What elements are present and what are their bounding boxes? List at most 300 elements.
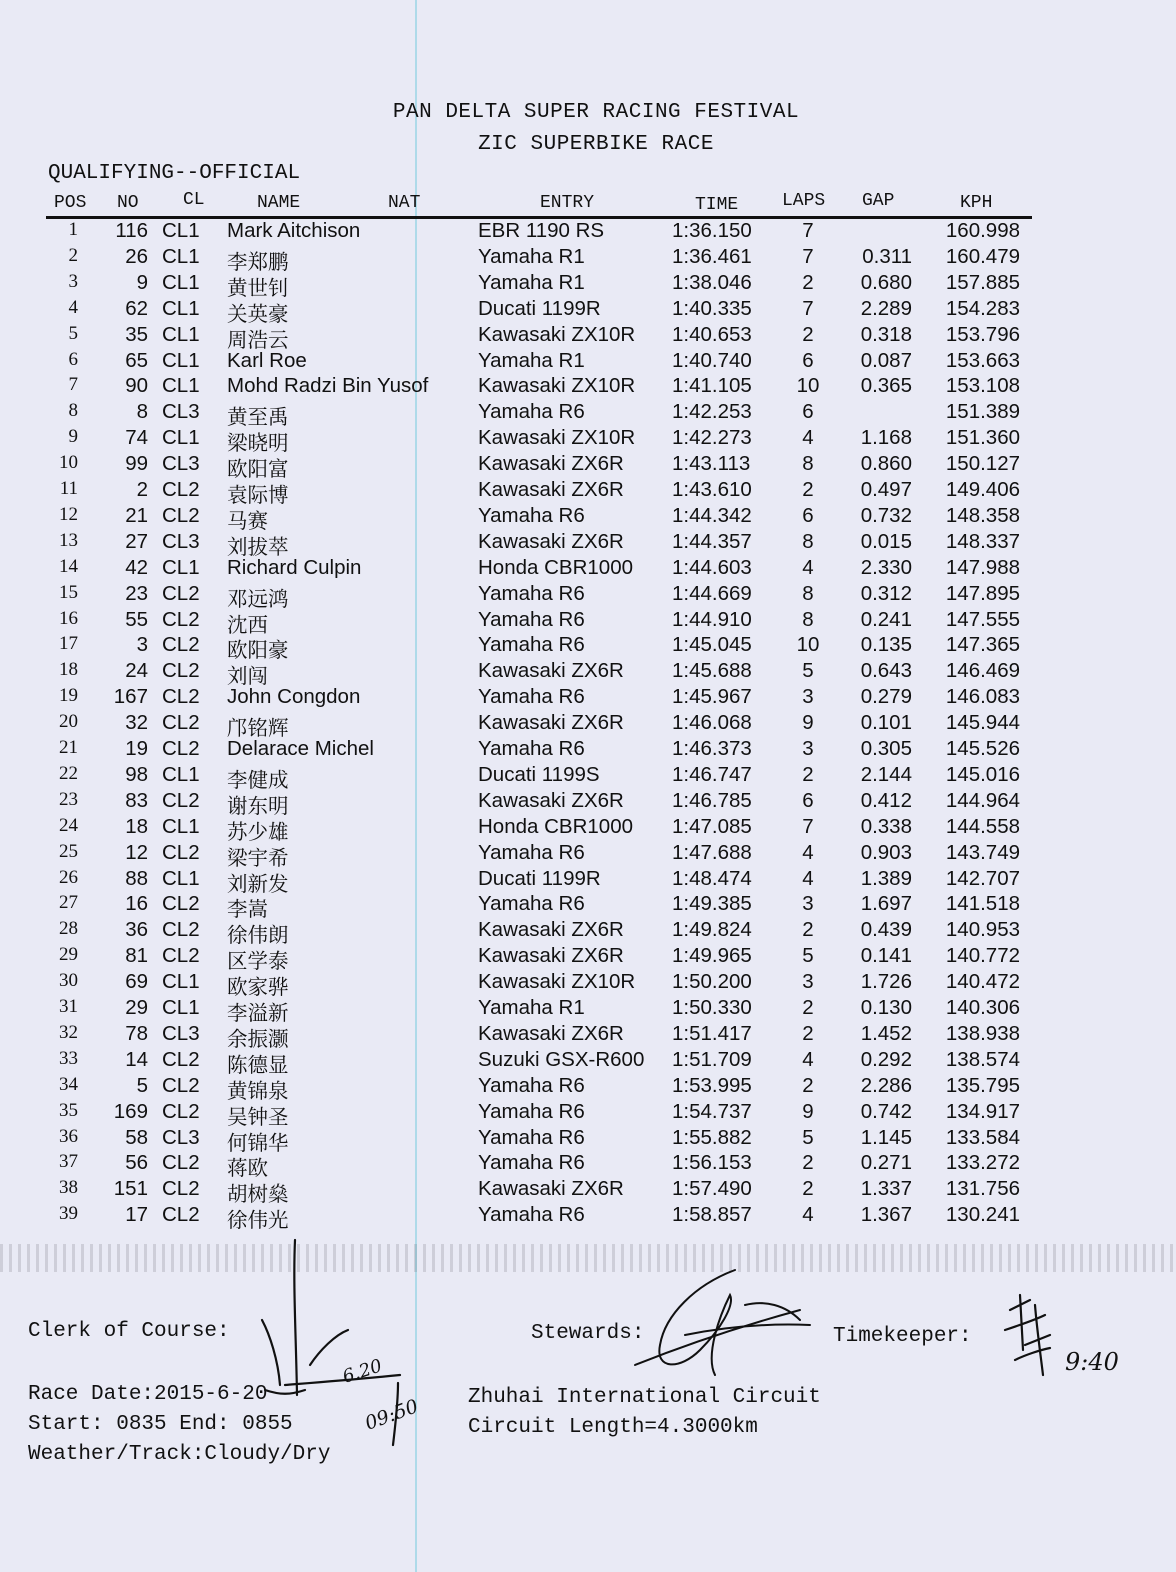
cell-pos: 19 <box>59 685 78 707</box>
cell-entry: Yamaha R6 <box>478 400 585 424</box>
cell-entry: Yamaha R6 <box>478 581 585 605</box>
cell-gap: 0.643 <box>860 659 912 683</box>
cell-gap: 0.311 <box>862 244 912 268</box>
cell-no: 19 <box>125 737 148 760</box>
cell-no: 27 <box>125 529 148 553</box>
cell-pos: 8 <box>68 400 78 422</box>
table-row <box>0 814 1176 844</box>
cell-time: 1:45.045 <box>672 633 752 657</box>
cell-name: 欧阳富 <box>227 458 289 482</box>
cell-gap: 1.367 <box>860 1203 912 1227</box>
cell-kph: 144.558 <box>945 814 1020 838</box>
cell-laps: 3 <box>802 892 814 916</box>
cell-cl: CL2 <box>162 711 200 735</box>
cell-pos: 2 <box>68 244 78 266</box>
cell-laps: 6 <box>802 348 814 372</box>
cell-name: 胡树燊 <box>227 1183 289 1207</box>
cell-time: 1:42.253 <box>672 400 752 424</box>
table-row <box>0 426 1176 456</box>
table-row <box>0 503 1176 533</box>
table-row <box>0 1021 1176 1051</box>
cell-no: 99 <box>125 452 148 476</box>
table-row <box>0 478 1176 507</box>
cell-entry: Kawasaki ZX6R <box>478 711 624 735</box>
cell-laps: 2 <box>802 762 814 786</box>
cell-pos: 13 <box>59 529 78 551</box>
cell-entry: Ducati 1199S <box>478 762 600 786</box>
header-laps: LAPS <box>782 191 826 211</box>
cell-kph: 154.283 <box>945 296 1020 320</box>
cell-name: 谢东明 <box>227 794 289 818</box>
race-date: Race Date:2015-6-20 <box>28 1383 268 1406</box>
cell-gap: 2.330 <box>860 555 912 579</box>
timekeeper-label: Timekeeper: <box>833 1325 972 1348</box>
cell-cl: CL2 <box>162 1203 200 1227</box>
cell-time: 1:55.882 <box>672 1125 752 1149</box>
cell-laps: 5 <box>802 1125 814 1149</box>
cell-name: 沈西 <box>227 613 268 637</box>
cell-gap: 0.312 <box>860 581 912 605</box>
cell-entry: Ducati 1199R <box>478 866 601 890</box>
cell-laps: 4 <box>802 1047 814 1071</box>
cell-no: 83 <box>125 788 148 812</box>
cell-name: 马赛 <box>227 509 268 533</box>
cell-cl: CL3 <box>162 1125 200 1149</box>
cell-kph: 130.241 <box>945 1203 1020 1227</box>
cell-gap: 0.241 <box>860 607 912 631</box>
cell-name: 李健成 <box>227 768 289 792</box>
table-row <box>0 1047 1176 1077</box>
cell-no: 18 <box>125 814 148 838</box>
cell-laps: 7 <box>802 219 814 242</box>
cell-gap: 0.412 <box>860 788 912 812</box>
cell-laps: 3 <box>802 737 814 760</box>
cell-laps: 2 <box>802 322 814 346</box>
cell-no: 56 <box>125 1151 148 1175</box>
cell-no: 23 <box>125 581 148 605</box>
cell-pos: 23 <box>59 788 78 810</box>
cell-time: 1:58.857 <box>672 1203 752 1227</box>
cell-gap: 1.726 <box>860 970 912 994</box>
cell-cl: CL2 <box>162 788 200 812</box>
clerk-label: Clerk of Course: <box>28 1320 230 1343</box>
cell-time: 1:36.150 <box>672 219 752 242</box>
circuit-length: Circuit Length=4.3000km <box>468 1416 758 1439</box>
cell-name: John Congdon <box>227 685 361 709</box>
cell-gap: 1.697 <box>860 892 912 916</box>
cell-pos: 12 <box>59 503 78 525</box>
cell-no: 21 <box>125 503 148 527</box>
cell-gap: 1.145 <box>860 1125 912 1149</box>
cell-laps: 9 <box>802 1099 814 1123</box>
cell-gap: 0.318 <box>860 322 912 346</box>
table-row <box>0 270 1176 300</box>
table-row <box>0 944 1176 974</box>
cell-kph: 140.953 <box>945 918 1020 942</box>
cell-no: 35 <box>125 322 148 346</box>
cell-laps: 5 <box>802 944 814 968</box>
cell-name: 黄锦泉 <box>227 1079 289 1103</box>
cell-no: 16 <box>125 892 148 916</box>
table-row <box>0 349 1176 375</box>
cell-laps: 6 <box>802 400 814 424</box>
cell-kph: 140.472 <box>945 970 1020 994</box>
cell-gap: 2.286 <box>860 1073 912 1097</box>
cell-pos: 17 <box>59 633 78 655</box>
circuit-name: Zhuhai International Circuit <box>468 1386 821 1409</box>
cell-name: 蒋欧 <box>227 1157 268 1181</box>
cell-time: 1:56.153 <box>672 1151 752 1175</box>
cell-laps: 2 <box>802 996 814 1019</box>
cell-laps: 2 <box>802 270 814 294</box>
cell-name: 区学泰 <box>227 950 289 974</box>
cell-entry: Kawasaki ZX6R <box>478 478 624 501</box>
cell-laps: 10 <box>796 374 820 398</box>
cell-time: 1:36.461 <box>672 244 752 268</box>
cell-pos: 1 <box>68 219 78 240</box>
cell-name: 李溢新 <box>227 1002 289 1025</box>
cell-pos: 11 <box>59 478 78 499</box>
cell-laps: 8 <box>802 452 814 476</box>
cell-entry: EBR 1190 RS <box>478 219 605 242</box>
cell-kph: 133.272 <box>945 1151 1020 1175</box>
cell-cl: CL2 <box>162 503 200 527</box>
cell-cl: CL2 <box>162 1099 200 1123</box>
header-kph: KPH <box>960 193 993 213</box>
cell-name: Richard Culpin <box>227 555 362 579</box>
cell-time: 1:49.965 <box>672 944 752 968</box>
cell-entry: Honda CBR1000 <box>478 555 633 579</box>
cell-no: 3 <box>136 633 148 657</box>
cell-cl: CL2 <box>162 892 200 916</box>
cell-cl: CL2 <box>162 478 200 501</box>
cell-gap: 1.168 <box>860 426 912 450</box>
cell-name: 欧阳豪 <box>227 639 289 663</box>
cell-cl: CL3 <box>162 1021 200 1045</box>
cell-pos: 14 <box>59 555 78 577</box>
cell-time: 1:41.105 <box>672 374 752 398</box>
cell-name: 李嵩 <box>227 898 268 922</box>
cell-time: 1:49.824 <box>672 918 752 942</box>
cell-kph: 138.574 <box>945 1047 1020 1071</box>
table-row <box>0 219 1176 245</box>
cell-pos: 37 <box>59 1151 78 1173</box>
cell-entry: Kawasaki ZX6R <box>478 1021 624 1045</box>
cell-no: 116 <box>115 219 148 242</box>
cell-time: 1:51.709 <box>672 1047 752 1071</box>
cell-entry: Suzuki GSX-R600 <box>478 1047 645 1071</box>
cell-name: Mark Aitchison <box>227 219 361 242</box>
table-row <box>0 1151 1176 1181</box>
cell-pos: 32 <box>59 1021 78 1043</box>
table-row <box>0 659 1176 689</box>
table-row <box>0 1073 1176 1103</box>
table-row <box>0 1099 1176 1129</box>
cell-cl: CL1 <box>162 348 200 372</box>
cell-cl: CL2 <box>162 633 200 657</box>
cell-entry: Yamaha R6 <box>478 685 585 709</box>
cell-no: 36 <box>125 918 148 942</box>
table-row <box>0 892 1176 922</box>
header-nat: NAT <box>388 193 421 213</box>
cell-kph: 141.518 <box>945 892 1020 916</box>
cell-laps: 9 <box>802 711 814 735</box>
cell-time: 1:44.603 <box>672 555 752 579</box>
header-cl: CL <box>183 190 205 210</box>
cell-gap: 0.680 <box>860 270 912 294</box>
cell-kph: 151.389 <box>945 400 1020 424</box>
cell-time: 1:44.342 <box>672 503 752 527</box>
cell-pos: 10 <box>59 452 78 474</box>
cell-name: 周浩云 <box>227 328 289 352</box>
cell-pos: 9 <box>68 426 78 448</box>
cell-pos: 27 <box>59 892 78 914</box>
cell-gap: 0.732 <box>860 503 912 527</box>
cell-kph: 147.988 <box>945 555 1020 579</box>
cell-cl: CL1 <box>162 426 200 450</box>
weather-track: Weather/Track:Cloudy/Dry <box>28 1443 331 1466</box>
cell-time: 1:46.785 <box>672 788 752 812</box>
cell-kph: 157.885 <box>945 270 1020 294</box>
table-row <box>0 374 1176 400</box>
cell-kph: 131.756 <box>945 1177 1020 1201</box>
cell-entry: Yamaha R6 <box>478 607 585 631</box>
cell-gap: 0.271 <box>860 1151 912 1175</box>
cell-time: 1:57.490 <box>672 1177 752 1201</box>
cell-gap: 0.015 <box>860 529 912 553</box>
cell-kph: 153.796 <box>945 322 1020 346</box>
header-name: NAME <box>257 193 301 213</box>
cell-laps: 6 <box>802 503 814 527</box>
cell-pos: 28 <box>59 918 78 940</box>
cell-kph: 151.360 <box>945 426 1020 450</box>
table-row <box>0 788 1176 818</box>
cell-laps: 2 <box>802 1021 814 1045</box>
cell-time: 1:47.688 <box>672 840 752 864</box>
cell-cl: CL1 <box>162 270 200 294</box>
cell-pos: 36 <box>59 1125 78 1147</box>
cell-gap: 0.130 <box>860 996 912 1019</box>
cell-cl: CL3 <box>162 529 200 553</box>
cell-no: 5 <box>136 1073 148 1097</box>
cell-laps: 6 <box>802 788 814 812</box>
header-pos: POS <box>54 193 87 213</box>
cell-cl: CL1 <box>162 866 200 890</box>
cell-cl: CL1 <box>162 762 200 786</box>
cell-kph: 160.998 <box>945 219 1020 242</box>
cell-pos: 34 <box>59 1073 78 1095</box>
cell-kph: 143.749 <box>945 840 1020 864</box>
cell-laps: 4 <box>802 840 814 864</box>
svg-text:6.20: 6.20 <box>340 1355 385 1388</box>
cell-laps: 5 <box>802 659 814 683</box>
cell-cl: CL2 <box>162 840 200 864</box>
cell-time: 1:43.610 <box>672 478 752 501</box>
cell-pos: 18 <box>59 659 78 681</box>
table-row <box>0 996 1176 1025</box>
table-row <box>0 322 1176 352</box>
start-end: Start: 0835 End: 0855 <box>28 1413 293 1436</box>
cell-time: 1:44.669 <box>672 581 752 605</box>
cell-cl: CL1 <box>162 374 200 398</box>
cell-entry: Yamaha R6 <box>478 1073 585 1097</box>
cell-time: 1:49.385 <box>672 892 752 916</box>
cell-entry: Yamaha R1 <box>478 270 585 294</box>
cell-entry: Yamaha R6 <box>478 892 585 916</box>
cell-entry: Yamaha R1 <box>478 348 585 372</box>
cell-cl: CL2 <box>162 1047 200 1071</box>
cell-no: 81 <box>125 944 148 968</box>
cell-no: 26 <box>125 244 148 268</box>
cell-gap: 1.389 <box>860 866 912 890</box>
stewards-signature-icon <box>625 1265 825 1395</box>
cell-entry: Yamaha R6 <box>478 633 585 657</box>
doc-title: PAN DELTA SUPER RACING FESTIVAL <box>392 101 800 124</box>
cell-time: 1:46.747 <box>672 762 752 786</box>
cell-time: 1:46.373 <box>672 737 752 760</box>
cell-pos: 24 <box>59 814 78 836</box>
cell-kph: 153.108 <box>945 374 1020 398</box>
cell-cl: CL1 <box>162 970 200 994</box>
cell-cl: CL2 <box>162 659 200 683</box>
cell-name: 关英豪 <box>227 302 289 326</box>
cell-laps: 2 <box>802 1177 814 1201</box>
timekeeper-signature-icon <box>995 1290 1155 1390</box>
cell-laps: 7 <box>802 296 814 320</box>
table-row <box>0 529 1176 559</box>
cell-gap: 0.087 <box>860 348 912 372</box>
table-row <box>0 244 1176 274</box>
cell-entry: Kawasaki ZX6R <box>478 452 624 476</box>
cell-no: 65 <box>125 348 148 372</box>
cell-entry: Yamaha R6 <box>478 1151 585 1175</box>
cell-time: 1:54.737 <box>672 1099 752 1123</box>
cell-gap: 0.903 <box>860 840 912 864</box>
cell-entry: Honda CBR1000 <box>478 814 633 838</box>
table-row <box>0 1125 1176 1155</box>
cell-no: 74 <box>125 426 148 450</box>
cell-kph: 133.584 <box>945 1125 1020 1149</box>
cell-cl: CL1 <box>162 219 200 242</box>
cell-cl: CL2 <box>162 607 200 631</box>
cell-pos: 3 <box>68 270 78 292</box>
cell-pos: 38 <box>59 1177 78 1199</box>
cell-time: 1:38.046 <box>672 270 752 294</box>
cell-gap: 0.101 <box>860 711 912 735</box>
cell-cl: CL1 <box>162 996 200 1019</box>
cell-pos: 5 <box>68 322 78 344</box>
session-label: QUALIFYING--OFFICIAL <box>48 162 301 185</box>
svg-text:09:50: 09:50 <box>362 1395 422 1435</box>
cell-gap: 2.144 <box>860 762 912 786</box>
cell-time: 1:50.330 <box>672 996 752 1019</box>
cell-gap: 0.742 <box>860 1099 912 1123</box>
cell-laps: 7 <box>802 244 814 268</box>
cell-entry: Kawasaki ZX6R <box>478 788 624 812</box>
cell-gap: 0.292 <box>860 1047 912 1071</box>
cell-kph: 145.016 <box>945 762 1020 786</box>
cell-no: 17 <box>125 1203 148 1227</box>
cell-laps: 4 <box>802 555 814 579</box>
cell-laps: 4 <box>802 426 814 450</box>
scan-noise-band <box>0 1244 1176 1272</box>
cell-cl: CL2 <box>162 581 200 605</box>
cell-kph: 134.917 <box>945 1099 1020 1123</box>
cell-time: 1:47.085 <box>672 814 752 838</box>
cell-time: 1:50.200 <box>672 970 752 994</box>
cell-cl: CL1 <box>162 322 200 346</box>
cell-kph: 145.526 <box>945 737 1020 760</box>
cell-kph: 147.895 <box>945 581 1020 605</box>
cell-time: 1:44.910 <box>672 607 752 631</box>
cell-no: 9 <box>136 270 148 294</box>
cell-pos: 33 <box>59 1047 78 1069</box>
cell-no: 8 <box>136 400 148 424</box>
cell-no: 29 <box>125 996 148 1019</box>
cell-no: 167 <box>113 685 148 709</box>
cell-name: 陈德显 <box>227 1053 289 1077</box>
cell-gap: 0.338 <box>860 814 912 838</box>
header-entry: ENTRY <box>540 193 595 213</box>
cell-gap: 0.305 <box>860 737 912 760</box>
cell-laps: 2 <box>802 918 814 942</box>
table-row <box>0 711 1176 741</box>
cell-gap: 0.860 <box>860 452 912 476</box>
cell-pos: 20 <box>59 711 78 733</box>
cell-name: Mohd Radzi Bin Yusof <box>227 374 429 398</box>
cell-no: 55 <box>125 607 148 631</box>
cell-cl: CL3 <box>162 452 200 476</box>
cell-name: 欧家骅 <box>227 976 289 1000</box>
cell-pos: 15 <box>59 581 78 603</box>
cell-time: 1:42.273 <box>672 426 752 450</box>
cell-laps: 8 <box>802 581 814 605</box>
cell-name: 吴钟圣 <box>227 1105 289 1129</box>
cell-no: 42 <box>125 555 148 579</box>
cell-name: Delarace Michel <box>227 737 374 760</box>
cell-no: 12 <box>125 840 148 864</box>
cell-laps: 2 <box>802 478 814 501</box>
table-row <box>0 607 1176 637</box>
cell-time: 1:48.474 <box>672 866 752 890</box>
cell-name: 刘拔萃 <box>227 535 289 559</box>
cell-no: 88 <box>125 866 148 890</box>
cell-gap: 0.497 <box>860 478 912 501</box>
cell-name: 邓远鸿 <box>227 587 289 611</box>
cell-gap: 2.289 <box>860 296 912 320</box>
cell-cl: CL2 <box>162 1073 200 1097</box>
cell-entry: Kawasaki ZX10R <box>478 970 636 994</box>
cell-laps: 10 <box>796 633 820 657</box>
cell-name: 徐伟朗 <box>227 924 289 948</box>
cell-pos: 39 <box>59 1203 78 1225</box>
cell-pos: 16 <box>59 607 78 629</box>
cell-kph: 147.555 <box>945 607 1020 631</box>
cell-no: 98 <box>125 762 148 786</box>
cell-kph: 148.337 <box>945 529 1020 553</box>
cell-time: 1:45.967 <box>672 685 752 709</box>
cell-kph: 138.938 <box>945 1021 1020 1045</box>
cell-name: Karl Roe <box>227 348 307 372</box>
cell-pos: 7 <box>68 374 78 396</box>
cell-no: 58 <box>125 1125 148 1149</box>
cell-name: 梁晓明 <box>227 432 289 456</box>
cell-kph: 150.127 <box>945 452 1020 476</box>
cell-pos: 30 <box>59 970 78 992</box>
cell-gap: 0.365 <box>860 374 912 398</box>
cell-entry: Yamaha R6 <box>478 840 585 864</box>
cell-kph: 149.406 <box>945 478 1020 501</box>
